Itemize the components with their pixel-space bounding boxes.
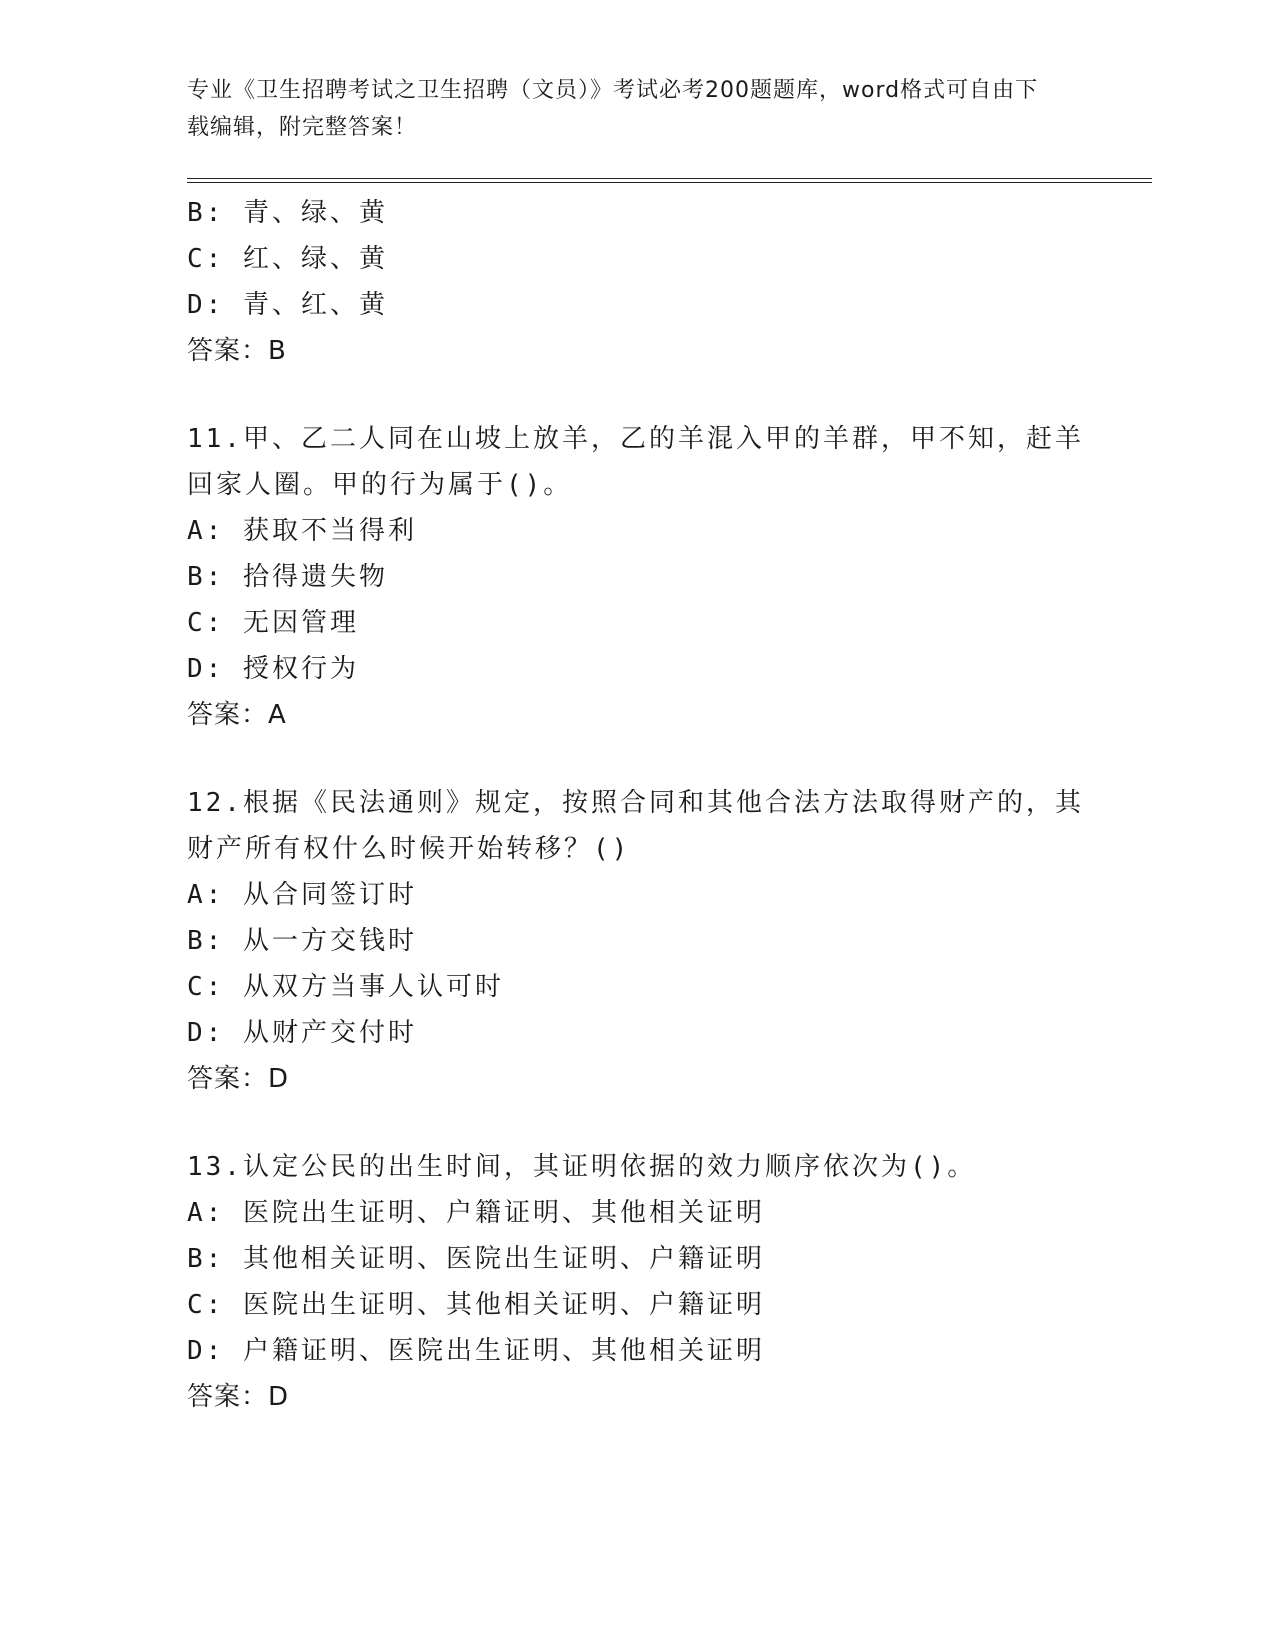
option-c: C: 无因管理 (187, 608, 359, 638)
option-d: D: 授权行为 (187, 654, 359, 684)
question-list (187, 190, 1087, 1420)
answer: 答案：D (187, 1382, 290, 1412)
option-b: B: 从一方交钱时 (187, 926, 417, 956)
header-divider-bottom (187, 182, 1152, 183)
option-d: D: 户籍证明、医院出生证明、其他相关证明 (187, 1336, 765, 1366)
option-d: D: 从财产交付时 (187, 1018, 417, 1048)
answer: 答案：B (187, 336, 287, 366)
document-header: 专业《卫生招聘考试之卫生招聘（文员）》考试必考200题题库，word格式可自由下载编辑，附完整答案！ (187, 78, 1039, 140)
option-b: B: 拾得遗失物 (187, 562, 388, 592)
question-11 (187, 416, 1087, 738)
question-text: 13.认定公民的出生时间，其证明依据的效力顺序依次为()。 (187, 1152, 977, 1182)
answer: 答案：D (187, 1064, 290, 1094)
option-a: A: 医院出生证明、户籍证明、其他相关证明 (187, 1198, 765, 1228)
question-text: 12.根据《民法通则》规定，按照合同和其他合法方法取得财产的，其财产所有权什么时候开始转移？() (187, 788, 1084, 864)
answer: 答案：A (187, 700, 287, 730)
option-c: C: 红、绿、黄 (187, 244, 388, 274)
question-13 (187, 1144, 1087, 1420)
option-c: C: 从双方当事人认可时 (187, 972, 504, 1002)
question-text: 11.甲、乙二人同在山坡上放羊，乙的羊混入甲的羊群，甲不知，赶羊回家人圈。甲的行为属于()。 (187, 424, 1084, 500)
header-divider-top (187, 178, 1152, 179)
option-d: D: 青、红、黄 (187, 290, 388, 320)
option-c: C: 医院出生证明、其他相关证明、户籍证明 (187, 1290, 765, 1320)
option-a: A: 获取不当得利 (187, 516, 417, 546)
option-b: B: 青、绿、黄 (187, 198, 388, 228)
option-a: A: 从合同签订时 (187, 880, 417, 910)
option-b: B: 其他相关证明、医院出生证明、户籍证明 (187, 1244, 765, 1274)
question-10-continued (187, 190, 1087, 374)
question-12 (187, 780, 1087, 1102)
